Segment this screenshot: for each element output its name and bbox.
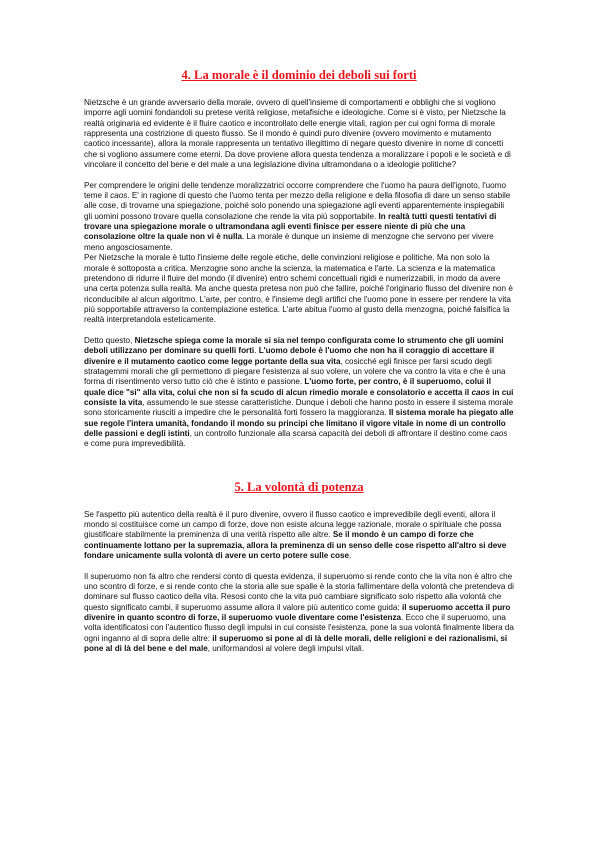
bold-text: L'uomo forte, per contro, è il superuomo, colui il quale dice "si" alla vita, colui che non si fa scudo di alcun rimedio morale e consolatorio e accetta il	[84, 377, 491, 397]
bold-text: In realtà tutti questi tentativi di trovare una spiegazione morale o ultramondana agli eventi finisce per essere niente di più che una consolazione oltre la quale non vi è nulla	[84, 211, 497, 242]
paragraph: Nietzsche è un grande avversario della morale, ovvero di quell'insieme di comportamenti e obblighi che si vogliono imporre agli uomini fondandoli su pretese verità religiose, metafisiche e ideologiche. Come si è visto, per Nietzsche la realtà originaria ed evidente è il fluire caotico e incontrollato delle energie vitali, ragion per cui ogni forma di morale rappresenta una costrizione di questo flusso. Se il mondo è quindi puro divenire (ovvero movimento e mutamento caotico incessante), allora la morale rappresenta un tentativo illegittimo di negare questo divenire in nome di concetti che si vogliono assumere come eterni. Da dove proviene allora questa tendenza a moralizzare i popoli e le società e di vincolare il concetto del bene e del male a una legislazione divina ultramondana o a ideologie politiche?	[84, 98, 511, 170]
bold-text: Nietzsche spiega come la morale si sia nel tempo configurata come lo strumento che gli uomini deboli utilizzano per dominare su quelli forti	[84, 335, 504, 356]
paragraph: Per comprendere le origini delle tendenze moralizzatrici occorre comprendere che l'uomo ha paura dell'ignoto, l'uomo teme il caos. E' in ragione di questo che l'uomo tenta per mezzo della religione e della filosofia di dare un senso stabile alle cose, di trovarne una spiegazione, poiché solo ponendo una spiegazione agli eventi apparentemente inspiegabili gli uomini possono trovare quella consolazione che rende la vita più sopportabile. In realtà tutti questi tentativi di trovare una spiegazione morale o ultramondana agli eventi finisce per essere niente di più che una consolazione oltre la quale non vi è nulla. La morale è dunque un insieme di menzogne che servono per vivere meno angosciosamente. Per Nietzsche la morale è tutto l'insieme delle regole etiche, delle convinzioni religiose e politiche. Ma non solo la morale è sottoposta a critica. Menzogne sono anche la scienza, la matematica e l'arte. La scienza e la matematica pretendono di ridurre il fluire del mondo (il divenire) entro schemi concettuali rigidi e numerizzabili, in modo da avere una certa potenza sulla realtà. Ma anche questa pretesa non può che fallire, poiché l'originario flusso del divenire non è riconducibile al alcun algoritmo. L'arte, per contro, è l'insieme degli artifici che l'uomo pone in essere per rendere la vita più sopportabile attraverso la contemplazione estetica. L'arte abitua l'uomo al gusto della menzogna, poiché falsifica la realtà interpretandola esteticamente.	[84, 180, 513, 325]
italic-text: caos	[490, 429, 508, 438]
bold-text: il superuomo si pone al di là delle morali, delle religioni e dei razionalismi, si pone al di là del bene e del male	[84, 633, 508, 654]
bold-text: il superuomo accetta il puro divenire in quanto scontro di forze, il superuomo vuole diventare come l'esistenza	[84, 602, 511, 623]
bold-text: Il sistema morale ha piegato alle sue regole l'intera umanità, fondando il mondo su principi che limitano il vigore vitale in nome di un controllo delle passioni e degli istinti	[84, 408, 514, 438]
bold-text: L'uomo debole è l'uomo che non ha il coraggio di accettare il divenire e il mutamento caotico come legge portante della sua vita	[84, 346, 495, 366]
paragraph: Se l'aspetto più autentico della realtà è il puro divenire, ovvero il flusso caotico e imprevedibile degli eventi, allora il mondo si costituisce come un campo di forze, dove non esiste alcuna legge razionale, morale o spirituale che possa giustificare stabilmente la preminenza di una verità rispetto alle altre. Se il mondo è un campo di forze che continuamente lottano per la supremazia, allora la preminenza di un senso delle cose rispetto all'altro si deve fondare unicamente sulla volontà di avere un certo potere sulle cose.	[84, 509, 507, 561]
bold-text: Se il mondo è un campo di forze che continuamente lottano per la supremazia, allora la preminenza di un senso delle cose rispetto all'altro si deve fondare unicamente sulla volontà di avere un certo potere sulle cose	[84, 530, 507, 561]
page-content	[84, 68, 514, 655]
section-heading-5: 5. La volontà di potenza	[234, 479, 364, 494]
section-heading-4: 4. La morale è il dominio dei deboli sui forti	[181, 68, 417, 82]
italic-text: caos	[110, 191, 128, 201]
paragraph: Il superuomo non fa altro che rendersi conto di questa evidenza, il superuomo si rende conto che la vita non è altro che uno scontro di forze, e si rende conto che la storia alle sue spalle è la storia fallimentare della volontà che pretendeva di dominare sul flusso caotico della vita. Resosi conto che la vita può cambiare significato solo rispetto alla volontà che questo significato cambi, il superuomo assume allora il valore più autentico come guida: il superuomo accetta il puro divenire in quanto scontro di forze, il superuomo vuole diventare come l'esistenza. Ecco che il superuomo, una volta identificatosi con l'autentico flusso degli impulsi in cui consiste l'esistenza, pone la sua volontà finalmente libera da ogni inganno al di sopra delle altre: il superuomo si pone al di là delle morali, delle religioni e dei razionalismi, si pone al di là del bene e del male, uniformandosi al volere degli impulsi vitali.	[84, 571, 514, 654]
paragraph: Detto questo, Nietzsche spiega come la morale si sia nel tempo configurata come lo strumento che gli uomini deboli utilizzano per dominare su quelli forti. L'uomo debole è l'uomo che non ha il coraggio di accettare il divenire e il mutamento caotico come legge portante della sua vita, cosicché egli finisce per farsi scudo degli stratagemmi morali che gli permettono di piegare l'esistenza al suo volere, un volere che va contro la vita e che è una forma di risentimento verso tutto ciò che è istinto e passione. L'uomo forte, per contro, è il superuomo, colui il quale dice "si" alla vita, colui che non si fa scudo di alcun rimedio morale e consolatorio e accetta il caos in cui consiste la vita, assumendo le sue stesse caratteristiche. Dunque i deboli che hanno posto in essere il sistema morale sono storicamente riusciti a impedire che le personalità forti fossero la maggioranza. Il sistema morale ha piegato alle sue regole l'intera umanità, fondando il mondo su principi che limitano il vigore vitale in nome di un controllo delle passioni e degli istinti, un controllo funzionale alla scarsa capacità dei deboli di affrontare il destino come caos e come pura imprevedibilità.	[84, 335, 514, 449]
bold-italic-text: caos	[471, 387, 490, 397]
bold-text: in cui consiste la vita	[84, 387, 514, 407]
